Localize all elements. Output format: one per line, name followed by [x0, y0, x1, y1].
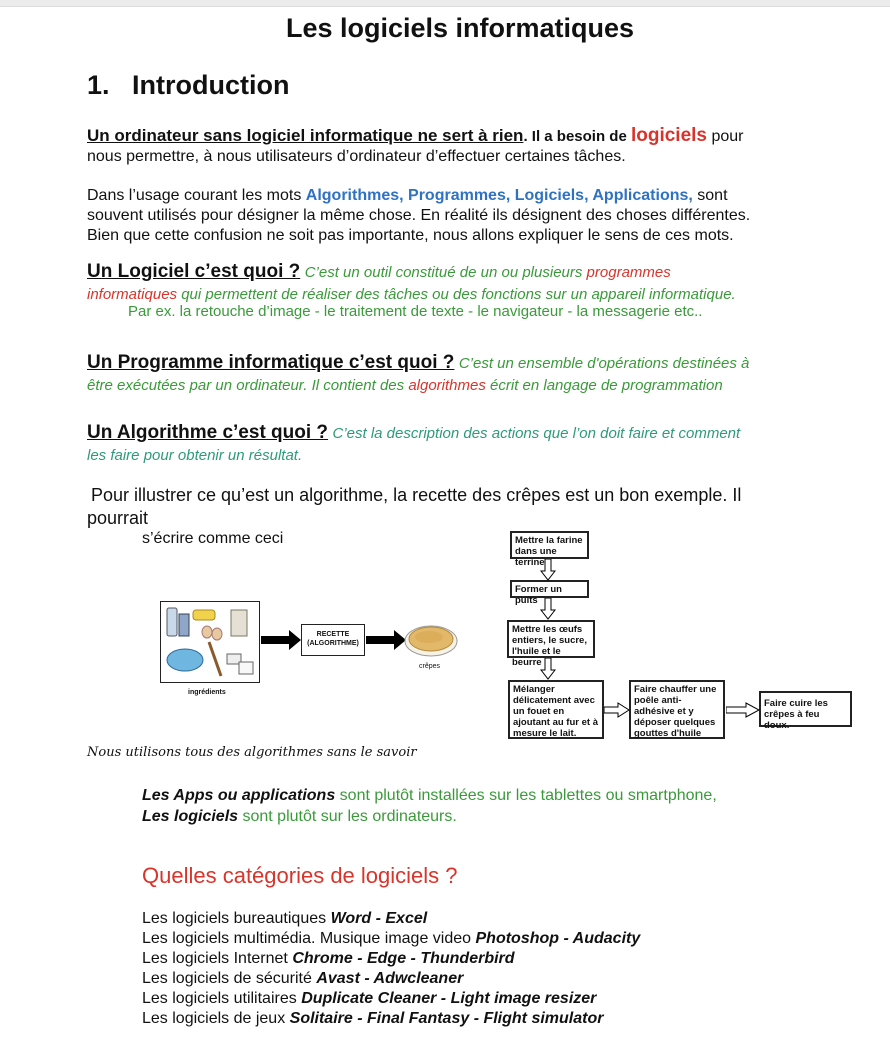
- logiciel-block: [87, 261, 857, 306]
- category-item: [142, 929, 640, 949]
- algorithme-question: Un Algorithme c’est quoi ?: [87, 422, 329, 443]
- crepes-image: [404, 619, 458, 659]
- down-arrow-1: [540, 559, 556, 581]
- programme-def-red: algorithmes: [408, 377, 486, 394]
- logiciels-text: sont plutôt sur les ordinateurs.: [238, 808, 457, 825]
- crepes-line3: s’écrire comme ceci: [142, 530, 284, 547]
- section-number: 1.: [87, 70, 110, 100]
- arrow-to-recipe: [261, 630, 301, 650]
- intro-lead-rest: . Il a besoin de: [523, 128, 631, 145]
- category-item: [142, 1009, 640, 1029]
- usage-paragraph: [87, 186, 750, 246]
- category-label: Les logiciels de sécurité: [142, 970, 317, 987]
- logiciel-def-2: qui permettent de réaliser des tâches ou des fonctions sur un appareil informatique.: [177, 286, 736, 303]
- category-products: Word - Excel: [330, 910, 428, 927]
- categories-list: [142, 909, 640, 1029]
- programme-question: Un Programme informatique c’est quoi ?: [87, 352, 455, 373]
- crepes-line1: Pour illustrer ce qu’est un algorithme, la recette des crêpes est un bon exemple. Il: [91, 485, 742, 505]
- apps-text: sont plutôt installées sur les tablettes ou smartphone,: [335, 787, 717, 804]
- right-arrow-2: [726, 702, 760, 718]
- step-6-box: Faire cuire les crêpes à feu doux.: [759, 691, 852, 727]
- page-title: Les logiciels informatiques: [285, 13, 635, 43]
- usage-words: Algorithmes, Programmes, Logiciels, Applications,: [305, 187, 693, 204]
- programme-block: [87, 352, 867, 397]
- category-label: Les logiciels Internet: [142, 950, 293, 967]
- category-item: [142, 949, 640, 969]
- logiciel-def-red1: programmes: [586, 264, 671, 281]
- programme-def-3: écrit en langage de programmation: [485, 377, 723, 394]
- intro-paragraph: [87, 126, 743, 167]
- usage-end: sont: [692, 187, 728, 204]
- category-products: Avast - Adwcleaner: [316, 970, 464, 987]
- step-2-box: Former un puits: [510, 580, 589, 598]
- intro-tail: pour: [707, 128, 744, 145]
- category-products: Chrome - Edge - Thunderbird: [292, 950, 515, 967]
- logiciel-question: Un Logiciel c’est quoi ?: [87, 261, 301, 282]
- logiciel-examples: Par ex. la retouche d’image - le traitement de texte - le navigateur - la messagerie etc..: [128, 303, 703, 320]
- usage-line3: Bien que cette confusion ne soit pas importante, nous allons expliquer le sens de ces mots.: [87, 227, 734, 244]
- category-label: Les logiciels multimédia. Musique image video: [142, 930, 476, 947]
- category-products: Duplicate Cleaner - Light image resizer: [301, 990, 597, 1007]
- programme-def-2: être exécutées par un ordinateur. Il contient des: [87, 377, 409, 394]
- category-label: Les logiciels bureautiques: [142, 910, 331, 927]
- usage-start: Dans l’usage courant les mots: [87, 187, 306, 204]
- top-bar: [0, 0, 890, 7]
- usage-line2: souvent utilisés pour désigner la même chose. En réalité ils désignent des choses différentes.: [87, 207, 751, 224]
- category-item: [142, 909, 640, 929]
- down-arrow-2: [540, 598, 556, 620]
- crepes-intro: [91, 484, 741, 506]
- algorithme-def-1: C’est la description des actions que l’on doit faire et comment: [332, 425, 741, 442]
- section-heading: [87, 70, 290, 101]
- intro-lead: Un ordinateur sans logiciel informatique ne sert à rien: [87, 126, 524, 145]
- categories-title: Quelles catégories de logiciels ?: [142, 863, 458, 888]
- recipe-box: RECETTE (ALGORITHME): [301, 624, 365, 656]
- logiciel-def-red2: informatiques: [87, 286, 178, 303]
- ingredients-image: [160, 601, 260, 683]
- apps-label: Les Apps ou applications: [142, 787, 336, 804]
- category-products: Solitaire - Final Fantasy - Flight simulator: [289, 1010, 604, 1027]
- apps-paragraph: [142, 785, 717, 827]
- step-4-box: Mélanger délicatement avec un fouet en ajoutant au fur et à mesure le lait.: [508, 680, 604, 739]
- step-1-box: Mettre la farine dans une terrine: [510, 531, 589, 559]
- crepes-caption: crêpes: [419, 663, 441, 670]
- category-label: Les logiciels utilitaires: [142, 990, 302, 1007]
- intro-keyword: logiciels: [630, 125, 707, 146]
- handwritten-note: Nous utilisons tous des algorithmes sans le savoir: [87, 745, 417, 760]
- intro-line2: nous permettre, à nous utilisateurs d’ordinateur d’effectuer certaines tâches.: [87, 148, 626, 165]
- category-item: [142, 969, 640, 989]
- logiciels-label: Les logiciels: [142, 808, 239, 825]
- step-3-box: Mettre les œufs entiers, le sucre, l'huile et le beurre: [507, 620, 595, 658]
- algorithme-def-2: les faire pour obtenir un résultat.: [87, 447, 303, 464]
- step-5-box: Faire chauffer une poêle anti-adhésive et y déposer quelques gouttes d'huile: [629, 680, 725, 739]
- right-arrow-1: [604, 702, 630, 718]
- down-arrow-3: [540, 658, 556, 680]
- crepes-line2: pourrait: [87, 508, 149, 528]
- logiciel-def-1: C’est un outil constitué de un ou plusieurs: [304, 264, 587, 281]
- arrow-to-crepes: [366, 630, 406, 650]
- category-products: Photoshop - Audacity: [475, 930, 641, 947]
- category-label: Les logiciels de jeux: [142, 1010, 290, 1027]
- ingredients-caption: ingrédients: [188, 689, 226, 696]
- category-item: [142, 989, 640, 1009]
- programme-def-1: C’est un ensemble d'opérations destinées à: [458, 355, 750, 372]
- algorithme-block: [87, 422, 867, 467]
- section-title: Introduction: [132, 70, 290, 100]
